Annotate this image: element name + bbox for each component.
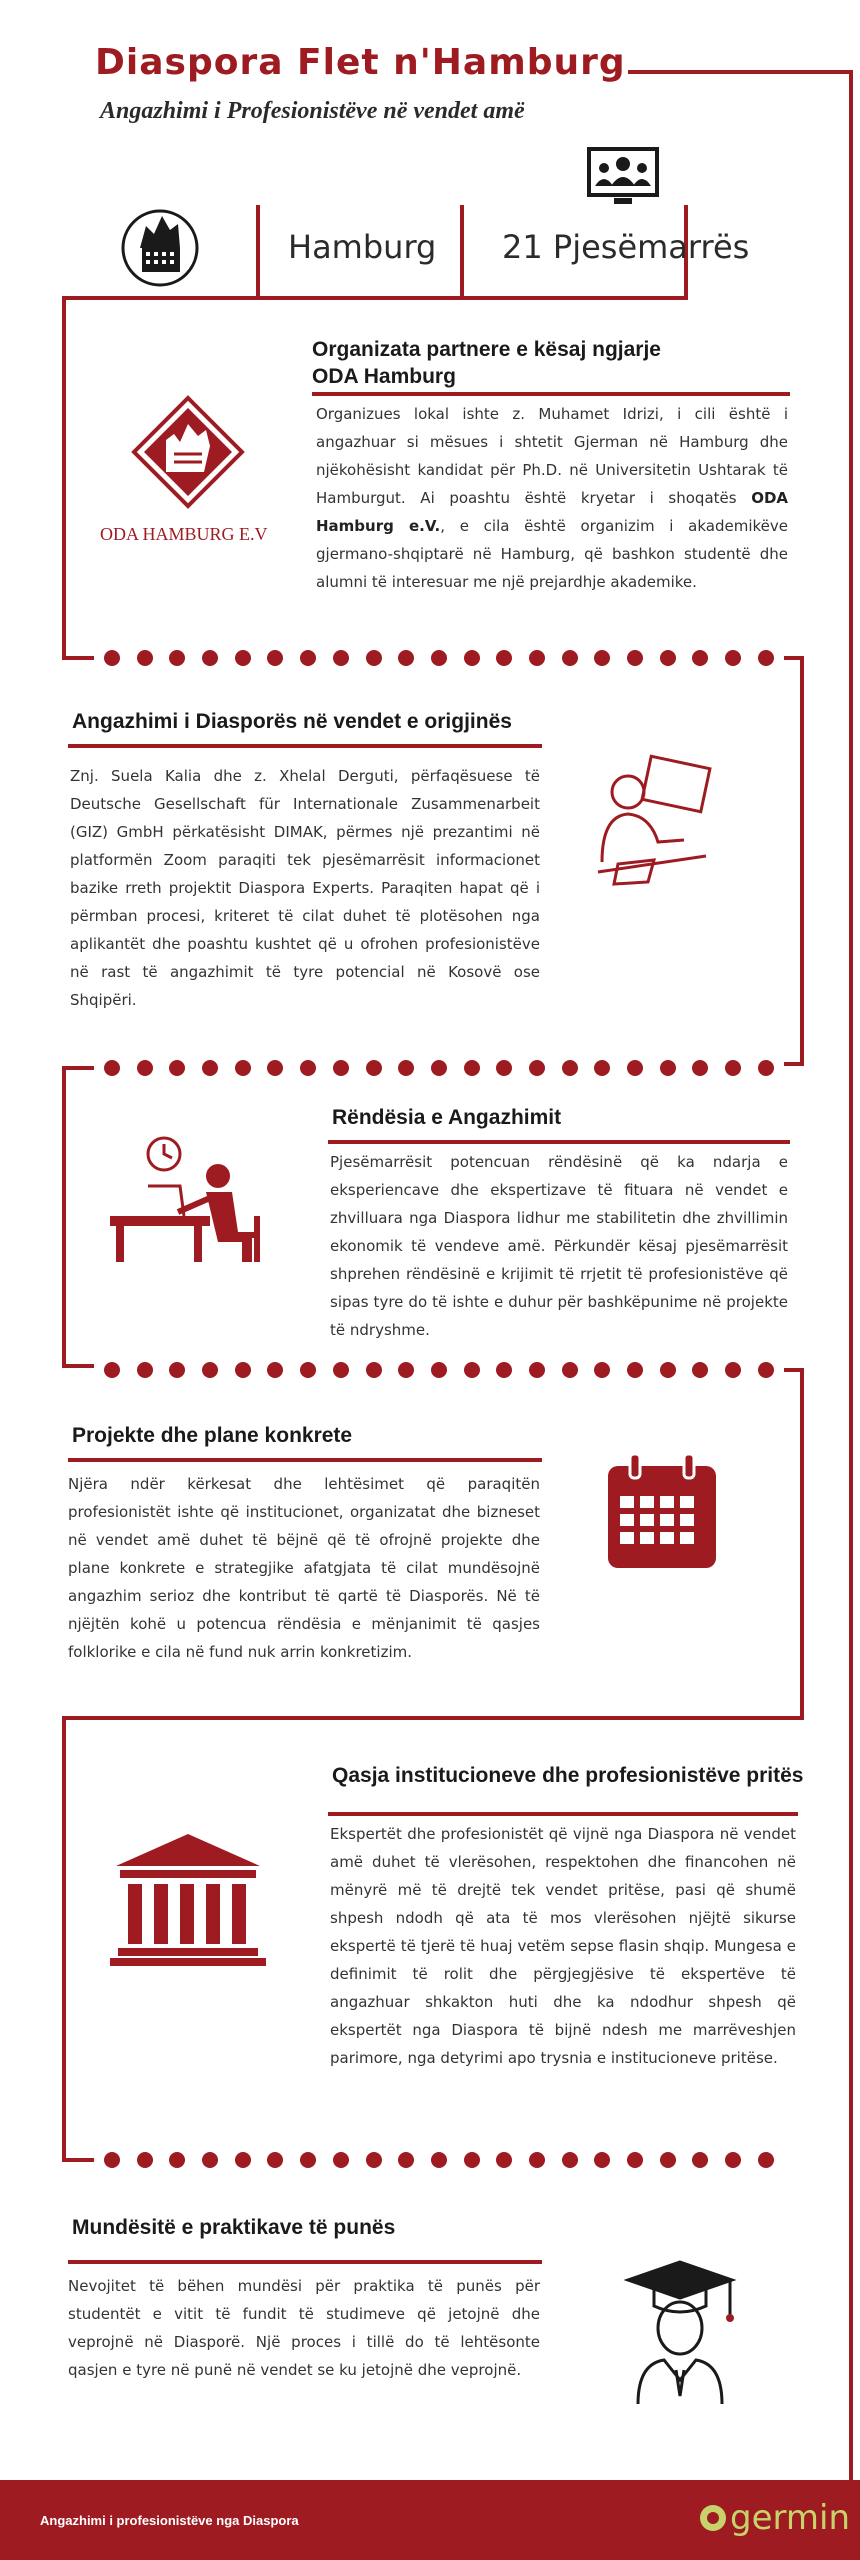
importance-title: Rëndësia e Angazhimit	[332, 1106, 562, 1129]
footer-text: Angazhimi i profesionistëve nga Diaspora	[40, 2513, 299, 2528]
concert-hall-icon	[120, 204, 200, 288]
engagement-rule	[68, 744, 542, 748]
germin-logo-mark	[700, 2505, 726, 2531]
calendar-icon	[604, 1452, 720, 1572]
importance-body: Pjesëmarrësit potencuan rëndësinë që ka ndarja e eksperiencave dhe ekspertizave të fituara në vendet e zhvilluara nga Diaspora lidhur me stabilitetin dhe zhvillimin ekonomik të vendeve amë. Përkundër kësaj pjesëmarrësit shprehen rëndësinë e krijimit të rrjetit të profesionistëve që sipas tyre do të ishte e duhur për bashkëpunime në projekte të ndryshme.	[330, 1153, 788, 1339]
page-title: Diaspora Flet n'Hamburg	[95, 42, 626, 83]
page-subtitle: Angazhimi i Profesionistëve në vendet amë	[100, 98, 525, 124]
dot-separator	[104, 2152, 774, 2168]
frame-line	[62, 296, 66, 656]
institutions-title: Qasja institucioneve dhe profesionistëve pritës	[332, 1764, 804, 1787]
person-desk-clock-icon	[106, 1136, 286, 1266]
projects-rule	[68, 1458, 542, 1462]
engagement-body: Znj. Suela Kalia dhe z. Xhelal Derguti, përfaqësuese të Deutsche Gesellschaft für Internationale Zusammenarbeit (GIZ) GmbH përkatësisht DIMAK, përmes një prezantimi në platformën Zoom paraqiti tek pjesëmarrësit informacionet bazike rreth projektit Diaspora Experts. Paraqiten hapat që i përmban procesi, kriteret të cilat duhet të plotësohen nga aplikantët dhe poashtu kushtet që u ofrohen profesionistëve në rast të angazhimit të tyre potencial në Kosovë ose Shqipëri.	[70, 767, 540, 1009]
partner-rule	[312, 392, 790, 396]
partner-body-bold: ODA Hamburg e.V.	[316, 489, 788, 535]
internships-body: Nevojitet të bëhen mundësi për praktika të punës për studentët e vitit të fundit të studimeve që jetojnë dhe veprojnë në Diasporë. Një proces i tillë do të lehtësonte qasjen e tyre në punë në vendet se ku jetojnë dhe veprojnë.	[68, 2277, 540, 2379]
partner-body-part1: Organizues lokal ishte z. Muhamet Idrizi, i cili është i angazhuar si mësues i shtetit Gjerman në Hamburg dhe njëkohësisht kandidat për Ph.D. në Universitetin Ushtarak të Hamburgut. Ai poashtu është kryetar i shoqatës	[316, 405, 788, 507]
institutions-body: Ekspertët dhe profesionistët që vijnë nga Diaspora në vendet amë duhet të vlerësohen, respektohen dhe financohen në mënyrë më të drejtë tek vendet pritëse, pasi që shumë shpesh ndodh që ata të mos vlerësohen njëjtë sikurse ekspertë të tjerë të huaj vetëm sepse flasin shqip. Mungesa e definimit të rolit dhe përgjegjësive të ekspertëve të angazhuar shkakton huti dhe ka ndodhur shpesh që ekspertët nga Diaspora të bijnë ndesh me marrëveshjen parimore, nga detyrimi apo trysnia e institucioneve pritëse.	[330, 1825, 796, 2067]
dot-separator	[104, 1060, 774, 1076]
partner-body	[316, 400, 788, 596]
frame-line	[460, 205, 464, 296]
internships-title: Mundësitë e praktikave të punës	[72, 2216, 396, 2239]
partner-title	[312, 336, 661, 390]
partner-title-line1: Organizata partnere e kësaj ngjarje	[312, 338, 661, 361]
frame-line	[800, 656, 804, 1066]
frame-line	[62, 2158, 94, 2162]
frame-line	[62, 1716, 66, 2162]
frame-line	[256, 205, 260, 296]
importance-rule	[328, 1140, 790, 1144]
footer-bar	[0, 2480, 860, 2560]
partner-title-line2: ODA Hamburg	[312, 365, 456, 388]
engagement-title: Angazhimi i Diasporës në vendet e origjinës	[72, 710, 512, 733]
partner-body-part2: , e cila është organizim i akademikëve gjermano-shqiptarë në Hamburg, që bashkon studentë dhe alumni të interesuar me një prejardhje akademike.	[316, 517, 788, 591]
institution-building-icon	[108, 1830, 268, 1970]
frame-line	[62, 296, 688, 300]
graduate-icon	[620, 2256, 740, 2406]
participants-label: 21 Pjesëmarrës	[502, 228, 750, 266]
dot-separator	[104, 650, 774, 666]
frame-line	[62, 1066, 66, 1366]
internships-rule	[68, 2260, 542, 2264]
frame-line	[62, 1364, 94, 1368]
frame-line	[62, 1066, 94, 1070]
dot-separator	[104, 1362, 774, 1378]
frame-line	[800, 1368, 804, 1720]
person-laptop-icon	[588, 752, 718, 892]
projects-body: Njëra ndër kërkesat dhe lehtësimet që paraqitën profesionistët ishte që institucionet, organizatat dhe bizneset në vendet amë duhet të bëjnë që të ofrojnë projekte dhe plane konkrete e strategjike afatgjata të cilat mundësojnë angazhim serioz dhe kontribut të qartë të Diasporës. Në të njëjtën kohë u potencua rëndësia e mënjanimit të qasjes folklorike e cila në fund nuk arrin konkretizim.	[68, 1475, 540, 1661]
projects-title: Projekte dhe plane konkrete	[72, 1424, 353, 1447]
germin-logo	[700, 2498, 850, 2538]
frame-line	[784, 1062, 804, 1066]
oda-logo-text: ODA HAMBURG E.V	[100, 524, 268, 544]
frame-line	[62, 656, 94, 660]
institutions-rule	[328, 1812, 798, 1816]
frame-line	[628, 70, 853, 74]
frame-line	[62, 1716, 804, 1720]
oda-hamburg-logo	[118, 394, 258, 514]
video-conference-icon	[586, 146, 660, 208]
location-label: Hamburg	[288, 228, 437, 266]
germin-logo-text: germin	[730, 2498, 850, 2538]
frame-line	[849, 70, 853, 2480]
